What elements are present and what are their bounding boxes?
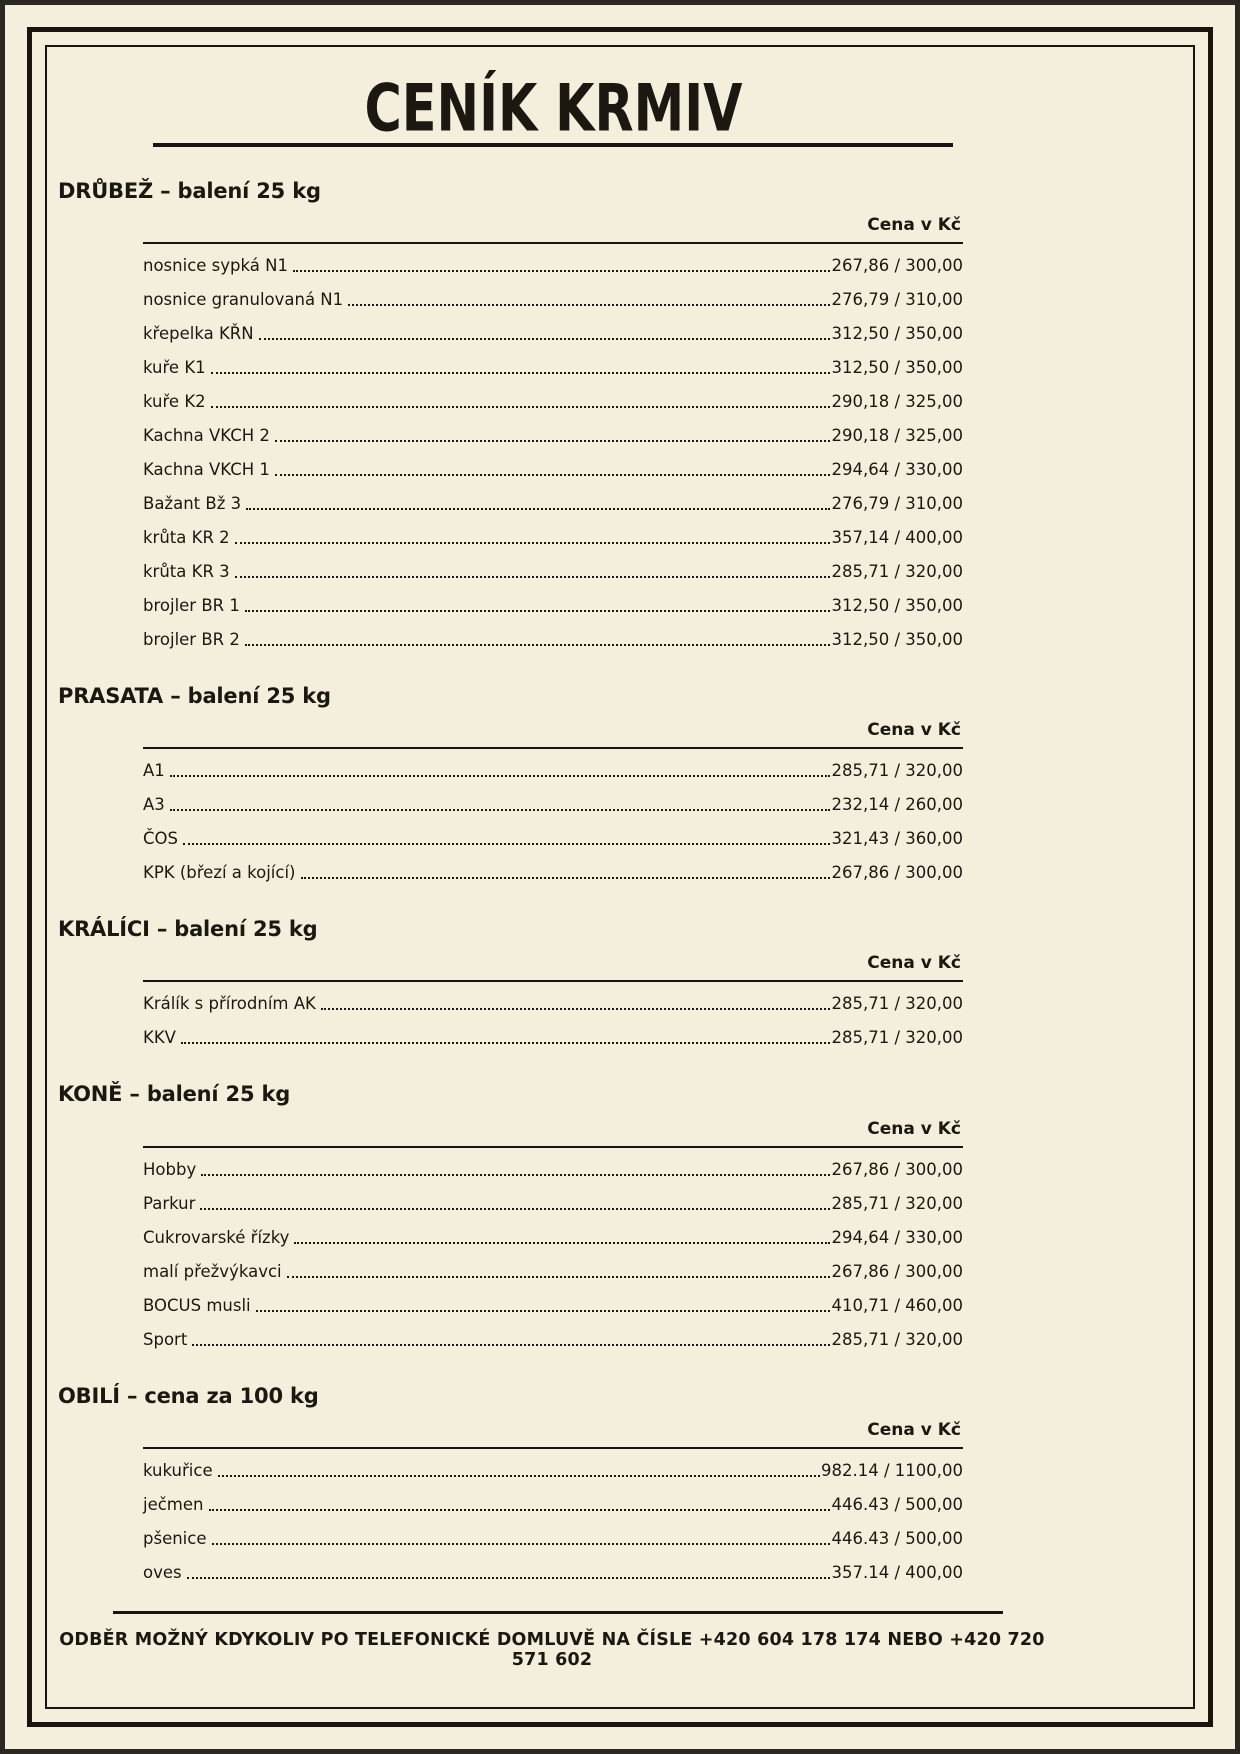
title-underline-block: [153, 69, 953, 147]
price-column-header: Cena v Kč: [143, 1107, 963, 1148]
dot-leader: [183, 843, 830, 845]
item-price: 410,71 / 460,00: [831, 1295, 963, 1315]
item-label: Kachna VKCH 1: [143, 460, 270, 480]
dot-leader: [275, 474, 831, 476]
section-obili: [47, 1384, 1193, 1585]
price-table: [143, 941, 963, 1050]
item-price: 285,71 / 320,00: [831, 761, 963, 781]
dot-leader: [211, 372, 831, 374]
item-price: 285,71 / 320,00: [831, 562, 963, 582]
dot-leader: [293, 270, 831, 272]
item-price: 446.43 / 500,00: [831, 1494, 963, 1514]
item-label: BOCUS musli: [143, 1295, 251, 1315]
item-price: 312,50 / 350,00: [831, 324, 963, 344]
item-label: krůta KR 3: [143, 562, 230, 582]
item-price: 294,64 / 330,00: [831, 1227, 963, 1247]
dot-leader: [211, 406, 831, 408]
item-price: 267,86 / 300,00: [831, 1159, 963, 1179]
item-label: kuře K1: [143, 358, 206, 378]
dot-leader: [259, 338, 831, 340]
table-row: [143, 1483, 963, 1517]
table-row: [143, 982, 963, 1016]
item-label: Kachna VKCH 2: [143, 426, 270, 446]
item-price: 276,79 / 310,00: [831, 290, 963, 310]
item-label: křepelka KŘN: [143, 324, 254, 344]
table-row: [143, 312, 963, 346]
item-price: 267,86 / 300,00: [831, 863, 963, 883]
dot-leader: [209, 1509, 831, 1511]
section-title: KONĚ – balení 25 kg: [58, 1082, 291, 1107]
item-label: Králík s přírodním AK: [143, 994, 316, 1014]
price-column-header: Cena v Kč: [143, 708, 963, 749]
page-content: [47, 47, 1193, 1707]
table-row: [143, 482, 963, 516]
item-price: 446.43 / 500,00: [831, 1528, 963, 1548]
footer-divider: [113, 1611, 1003, 1614]
table-row: [143, 346, 963, 380]
dot-leader: [245, 610, 831, 612]
table-row: [143, 550, 963, 584]
item-label: oves: [143, 1562, 182, 1582]
item-label: nosnice sypká N1: [143, 256, 288, 276]
table-row: [143, 1250, 963, 1284]
item-price: 290,18 / 325,00: [831, 426, 963, 446]
table-row: [143, 1148, 963, 1182]
dot-leader: [201, 1174, 830, 1176]
item-price: 321,43 / 360,00: [831, 829, 963, 849]
table-row: [143, 1216, 963, 1250]
inner-frame-border: [45, 45, 1195, 1709]
dot-leader: [256, 1310, 831, 1312]
section-title: KRÁLÍCI – balení 25 kg: [58, 917, 318, 942]
table-row: [143, 783, 963, 817]
item-label: brojler BR 2: [143, 630, 240, 650]
item-price: 290,18 / 325,00: [831, 392, 963, 412]
item-price: 312,50 / 350,00: [831, 630, 963, 650]
price-column-header: Cena v Kč: [143, 1408, 963, 1449]
item-label: brojler BR 1: [143, 596, 240, 616]
table-row: [143, 278, 963, 312]
table-row: [143, 1517, 963, 1551]
item-label: A3: [143, 795, 165, 815]
item-price: 294,64 / 330,00: [831, 460, 963, 480]
section-kralici: [47, 917, 1193, 1050]
section-title: OBILÍ – cena za 100 kg: [58, 1383, 319, 1408]
item-label: Parkur: [143, 1193, 196, 1213]
dot-leader: [294, 1242, 830, 1244]
price-table: [143, 1107, 963, 1352]
dot-leader: [170, 809, 831, 811]
item-label: Cukrovarské řízky: [143, 1227, 290, 1247]
table-row: [143, 448, 963, 482]
item-price: 357.14 / 400,00: [831, 1562, 963, 1582]
item-price: 285,71 / 320,00: [831, 1028, 963, 1048]
item-price: 276,79 / 310,00: [831, 494, 963, 514]
table-row: [143, 1016, 963, 1050]
section-title: DRŮBEŽ – balení 25 kg: [58, 179, 321, 203]
item-label: nosnice granulovaná N1: [143, 290, 344, 310]
table-row: [143, 1318, 963, 1352]
price-table: [143, 708, 963, 885]
table-row: [143, 584, 963, 618]
item-price: 267,86 / 300,00: [831, 1261, 963, 1281]
dot-leader: [187, 1577, 831, 1579]
item-label: Sport: [143, 1329, 188, 1349]
item-price: 285,71 / 320,00: [831, 1329, 963, 1349]
section-title: PRASATA – balení 25 kg: [58, 684, 331, 709]
dot-leader: [321, 1008, 831, 1010]
table-row: [143, 1551, 963, 1585]
table-row: [143, 749, 963, 783]
outer-frame-border: [27, 27, 1213, 1727]
item-label: KKV: [143, 1028, 176, 1048]
section-kone: [47, 1082, 1193, 1351]
dot-leader: [192, 1344, 830, 1346]
dot-leader: [275, 440, 831, 442]
dot-leader: [287, 1276, 831, 1278]
item-label: Bažant Bž 3: [143, 494, 242, 514]
footer-contact-note: ODBĚR MOŽNÝ KDYKOLIV PO TELEFONICKÉ DOMLUVĚ NA ČÍSLE +420 604 178 174 NEBO +420 720 571 602: [59, 1629, 1045, 1670]
item-price: 312,50 / 350,00: [831, 358, 963, 378]
price-table: [143, 203, 963, 652]
table-row: [143, 1284, 963, 1318]
dot-leader: [235, 576, 831, 578]
item-label: Hobby: [143, 1159, 197, 1179]
section-prasata: [47, 684, 1193, 885]
item-price: 267,86 / 300,00: [831, 256, 963, 276]
table-row: [143, 817, 963, 851]
item-label: pšenice: [143, 1528, 207, 1548]
table-row: [143, 516, 963, 550]
page-title: CENÍK KRMIV: [363, 69, 742, 147]
item-label: kuře K2: [143, 392, 206, 412]
table-row: [143, 244, 963, 278]
dot-leader: [181, 1042, 831, 1044]
price-column-header: Cena v Kč: [143, 941, 963, 982]
table-row: [143, 851, 963, 885]
section-drubez: [47, 179, 1193, 652]
dot-leader: [245, 644, 831, 646]
price-column-header: Cena v Kč: [143, 203, 963, 244]
item-label: malí přežvýkavci: [143, 1261, 282, 1281]
dot-leader: [212, 1543, 831, 1545]
item-price: 982.14 / 1100,00: [820, 1460, 963, 1480]
price-table: [143, 1408, 963, 1585]
dot-leader: [200, 1208, 830, 1210]
dot-leader: [301, 877, 831, 879]
table-row: [143, 1182, 963, 1216]
item-label: krůta KR 2: [143, 528, 230, 548]
dot-leader: [218, 1475, 820, 1477]
table-row: [143, 380, 963, 414]
item-price: 312,50 / 350,00: [831, 596, 963, 616]
item-price: 285,71 / 320,00: [831, 1193, 963, 1213]
table-row: [143, 414, 963, 448]
item-label: KPK (březí a kojící): [143, 863, 296, 883]
dot-leader: [246, 508, 830, 510]
item-label: kukuřice: [143, 1460, 213, 1480]
table-row: [143, 618, 963, 652]
item-price: 232,14 / 260,00: [831, 795, 963, 815]
dot-leader: [235, 542, 831, 544]
item-label: ječmen: [143, 1494, 204, 1514]
item-label: ČOS: [143, 829, 178, 849]
table-row: [143, 1449, 963, 1483]
dot-leader: [348, 304, 830, 306]
dot-leader: [170, 775, 831, 777]
item-price: 285,71 / 320,00: [831, 994, 963, 1014]
item-label: A1: [143, 761, 165, 781]
item-price: 357,14 / 400,00: [831, 528, 963, 548]
